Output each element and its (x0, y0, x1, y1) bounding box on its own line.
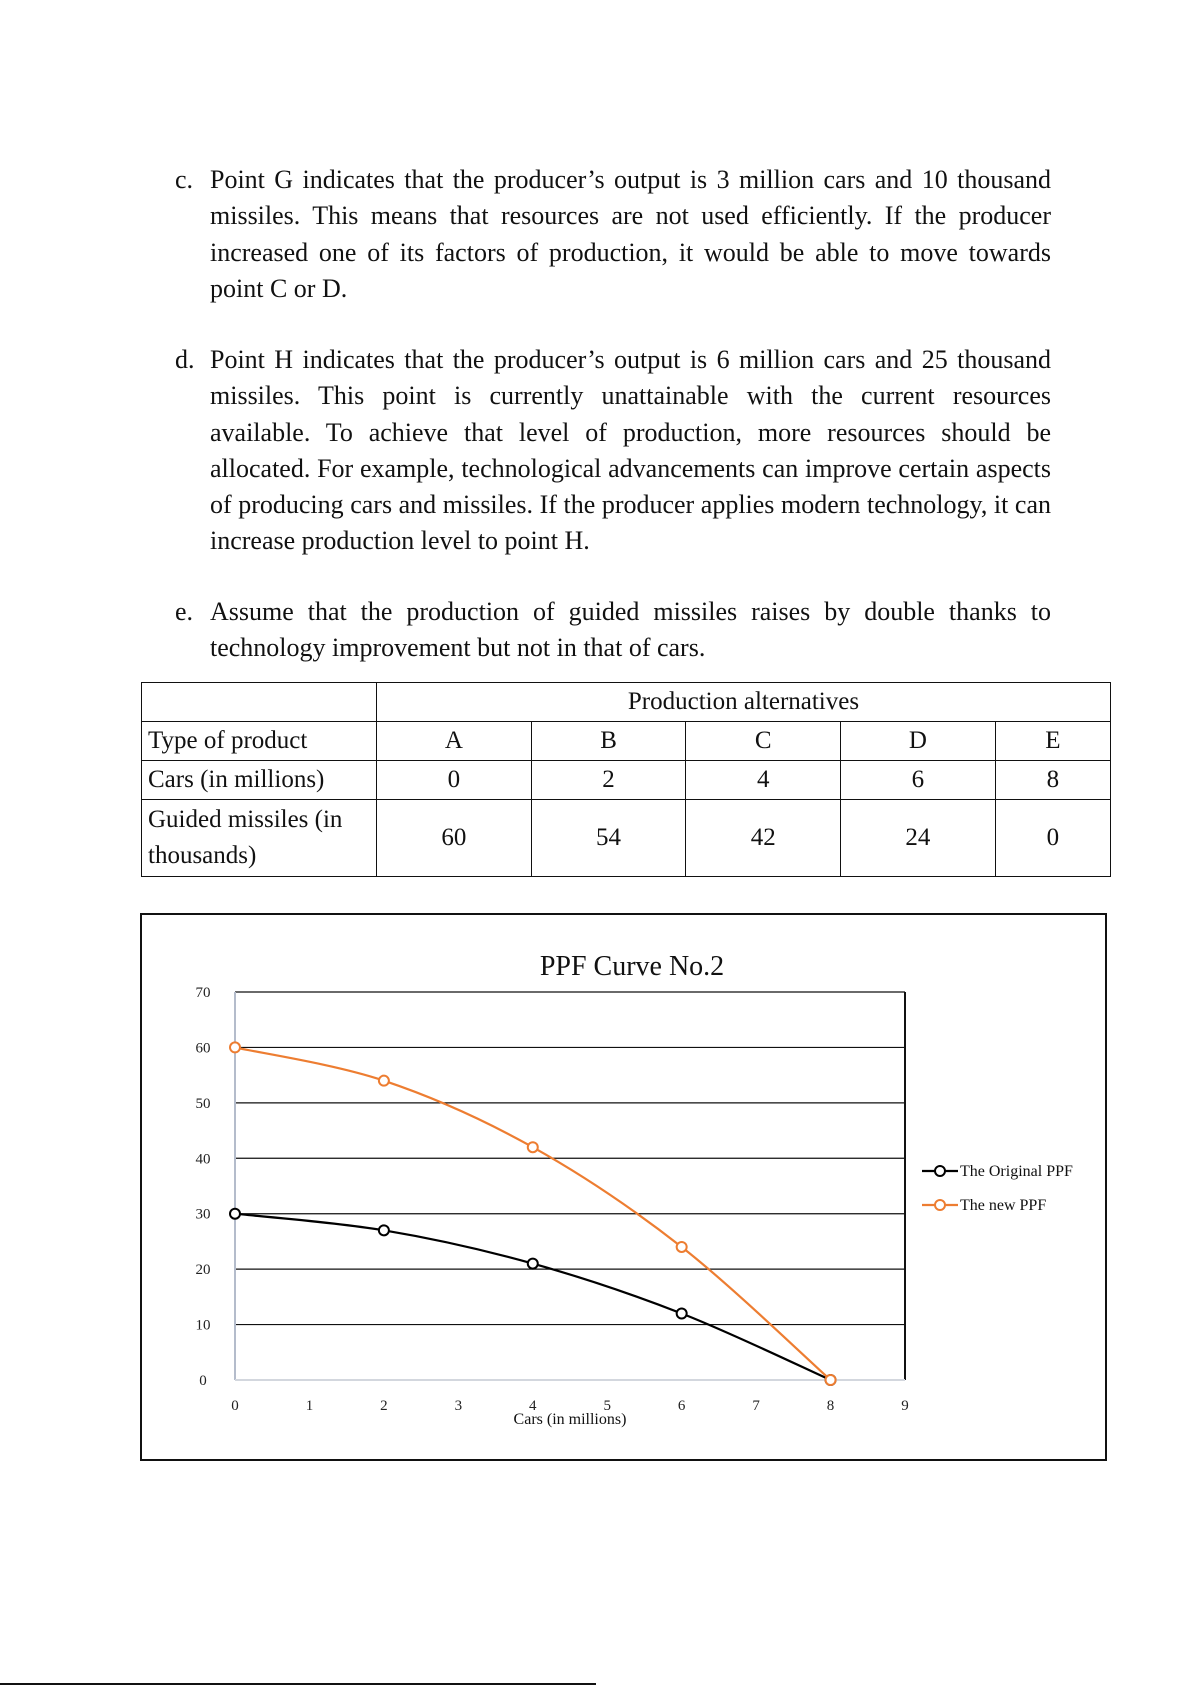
y-tick-label: 70 (195, 985, 211, 1001)
y-tick-label: 20 (195, 1262, 211, 1279)
table-cell: 4 (686, 761, 841, 800)
ppf-chart (142, 915, 1104, 1458)
table-cell: 60 (377, 800, 532, 877)
data-point (528, 1142, 538, 1152)
table-cell: 2 (531, 761, 686, 800)
y-tick-label: 30 (195, 1206, 211, 1223)
data-point (379, 1225, 389, 1235)
list-marker: d. (175, 345, 195, 374)
table-cell: 42 (686, 800, 841, 877)
column-header: B (531, 722, 686, 761)
table-cell: 0 (377, 761, 532, 800)
paragraph-c (175, 162, 1051, 307)
column-header: D (841, 722, 996, 761)
production-alternatives-table (141, 682, 1111, 877)
data-point (230, 1042, 240, 1052)
column-header: E (995, 722, 1110, 761)
x-tick-label: 9 (901, 1398, 909, 1414)
legend-item (922, 1163, 1073, 1180)
chart-title: PPF Curve No.2 (539, 951, 725, 982)
data-point (528, 1259, 538, 1269)
data-point (826, 1375, 836, 1385)
paragraph-text: Point G indicates that the producer’s output is 3 million cars and 10 thousand missiles. This means that resources are not used efficiently. If the producer increased one of its factors of production, it would be able to move towards point C or D. (210, 165, 1051, 303)
chart-container (140, 913, 1107, 1461)
x-tick-label: 1 (305, 1398, 314, 1414)
gridlines (235, 992, 905, 1380)
y-tick-label: 60 (195, 1040, 211, 1057)
table-cell: 6 (841, 761, 996, 800)
paragraph-e (175, 594, 1051, 667)
paragraph-text: Assume that the production of guided missiles raises by double thanks to technology improvement but not in that of cars. (210, 597, 1051, 663)
table-cell: 54 (531, 800, 686, 877)
table-row (142, 800, 1111, 877)
legend-item (922, 1197, 1046, 1214)
data-point (379, 1076, 389, 1086)
row-label: Guided missiles (in thousands) (142, 800, 377, 877)
x-tick-label: 3 (454, 1398, 463, 1414)
legend-label: The new PPF (960, 1197, 1047, 1214)
y-tick-label: 0 (199, 1373, 207, 1389)
legend-marker (935, 1166, 945, 1176)
x-axis-label: Cars (in millions) (513, 1411, 627, 1428)
table-row (142, 722, 1111, 761)
list-marker: c. (175, 165, 194, 194)
row-label: Type of product (142, 722, 377, 761)
x-tick-label: 8 (826, 1398, 835, 1414)
x-tick-label: 2 (380, 1398, 388, 1414)
y-tick-label: 10 (195, 1317, 211, 1334)
paragraph-text: Point H indicates that the producer’s output is 6 million cars and 25 thousand missiles. This point is currently unattainable with the current resources available. To achieve that level of production, more resources should be allocated. For example, technological advancements can improve certain aspects of producing cars and missiles. If the producer applies modern technology, it can increase production level to point H. (210, 345, 1051, 556)
paragraph-d (175, 342, 1051, 560)
table-cell: 24 (841, 800, 996, 877)
row-label: Cars (in millions) (142, 761, 377, 800)
data-point (677, 1308, 687, 1318)
column-header: A (377, 722, 532, 761)
column-header: C (686, 722, 841, 761)
table-header-row (142, 683, 1111, 722)
table-row (142, 761, 1111, 800)
list-marker: e. (175, 597, 194, 626)
x-tick-label: 7 (752, 1398, 760, 1414)
data-point (677, 1242, 687, 1252)
table-cell: 8 (995, 761, 1110, 800)
table-cell: 0 (995, 800, 1110, 877)
legend (922, 1163, 1073, 1214)
group-header-cell: Production alternatives (377, 683, 1111, 722)
x-tick-label: 0 (231, 1398, 239, 1414)
y-tick-label: 50 (195, 1095, 211, 1112)
empty-corner-cell (142, 683, 377, 722)
x-tick-label: 6 (677, 1398, 686, 1414)
legend-marker (935, 1200, 945, 1210)
x-tick-label: 4 (529, 1398, 537, 1414)
axes (196, 985, 909, 1414)
legend-label: The Original PPF (960, 1163, 1073, 1180)
y-tick-label: 40 (195, 1151, 211, 1168)
series-the-original-ppf (230, 1209, 836, 1385)
x-tick-label: 5 (603, 1398, 611, 1414)
data-point (230, 1209, 240, 1219)
